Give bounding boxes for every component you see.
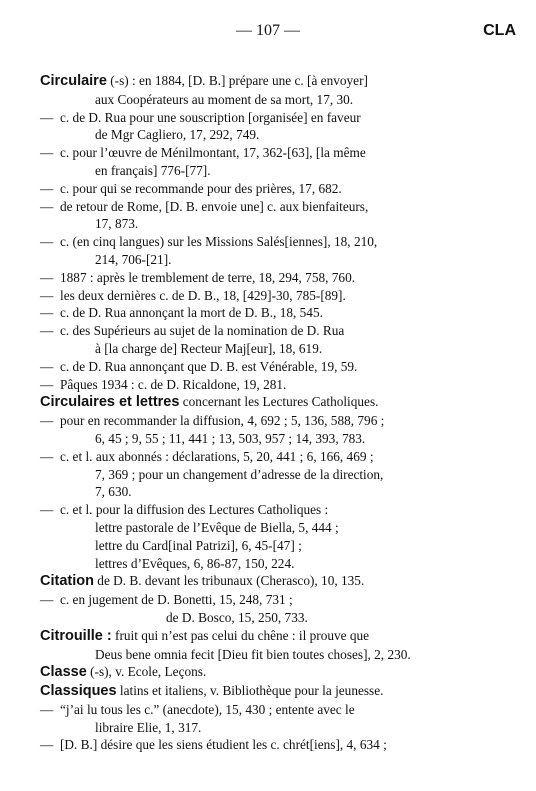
page-header [0,22,536,48]
index-line: de Mgr Cagliero, 17, 292, 749. [95,127,260,143]
entry-text: (-s) : en 1884, [D. B.] prépare une c. [à envoyer] [106,73,368,88]
entry-text: c. (en cinq langues) sur les Missions Salés[iennes], 18, 210, [60,234,378,250]
index-line [40,109,514,127]
dash-marker: — [40,198,54,214]
dash-marker: — [40,358,54,374]
headword: Citrouille : [40,627,112,644]
dash-marker: — [40,376,54,392]
dash-marker: — [40,701,54,717]
index-line [40,144,514,162]
headword: Circulaires et lettres [40,394,180,411]
index-line [40,198,514,216]
dash-marker: — [40,305,54,321]
dash-marker: — [40,109,54,125]
index-line [40,376,514,394]
index-line [40,412,514,430]
index-line [40,233,514,251]
index-entries [40,72,514,754]
index-line [40,591,514,609]
index-line: 7, 369 ; pour un changement d’adresse de la direction, [95,466,384,482]
index-line [40,322,514,340]
index-line: lettre pastorale de l’Evêque de Biella, 5, 444 ; [95,519,339,535]
entry-text: “j’ai lu tous les c.” (anecdote), 15, 430 ; entente avec le [60,701,355,717]
entry-text: c. pour l’œuvre de Ménilmontant, 17, 362-[63], [la même [60,145,366,161]
running-head: CLA [483,22,516,39]
entry-text: de D. B. devant les tribunaux (Cherasco), 10, 135. [93,573,365,589]
index-line [40,736,514,754]
entry-text: c. de D. Rua annonçant la mort de D. B., 18, 545. [60,305,323,321]
dash-marker: — [40,502,54,518]
index-line [40,572,514,591]
index-line [40,358,514,376]
headword: Circulaire [40,73,107,89]
index-line [40,627,514,646]
index-line: 6, 45 ; 9, 55 ; 11, 441 ; 13, 503, 957 ; 14, 393, 783. [95,430,366,446]
dash-marker: — [40,448,54,464]
index-line [40,180,514,198]
dash-marker: — [40,592,54,608]
index-line: lettres d’Evêques, 6, 86-87, 150, 224. [95,555,295,571]
headword: Classiques [40,683,117,700]
dash-marker: — [40,180,54,196]
index-line: lettre du Card[inal Patrizi], 6, 45-[47] ; [95,537,302,553]
index-line [40,448,514,466]
index-line: 17, 873. [95,216,139,232]
index-line: en français] 776-[77]. [95,162,211,178]
index-line [40,304,514,322]
entry-text: (-s), v. Ecole, Leçons. [86,664,207,680]
entry-text: 1887 : après le tremblement de terre, 18, 294, 758, 760. [60,269,356,285]
entry-text: c. de D. Rua annonçant que D. B. est Vénérable, 19, 59. [60,358,358,374]
index-line: aux Coopérateurs au moment de sa mort, 17, 30. [95,91,354,107]
dash-marker: — [40,737,54,753]
entry-text: c. pour qui se recommande pour des prières, 17, 682. [60,180,342,196]
entry-text: c. des Supérieurs au sujet de la nomination de D. Rua [60,323,345,339]
index-line [40,682,514,701]
entry-text: fruit qui n’est pas celui du chêne : il prouve que [111,627,370,643]
entry-text: les deux dernières c. de D. B., 18, [429]-30, 785-[89]. [60,287,346,303]
entry-text: c. en jugement de D. Bonetti, 15, 248, 731 ; [60,592,293,608]
index-line [40,501,514,519]
entry-text: Pâques 1934 : c. de D. Ricaldone, 19, 281. [60,376,287,392]
entry-text: [D. B.] désire que les siens étudient les c. chrét[iens], 4, 634 ; [60,737,387,753]
index-line: de D. Bosco, 15, 250, 733. [166,609,308,625]
dash-marker: — [40,323,54,339]
dash-marker: — [40,287,54,303]
index-line [40,72,514,91]
entry-text: concernant les Lectures Catholiques. [179,394,379,410]
index-line [40,663,514,682]
page-number: — 107 — [236,22,300,39]
entry-text: c. et l. aux abonnés : déclarations, 5, 20, 441 ; 6, 166, 469 ; [60,448,374,464]
index-line: 7, 630. [95,484,132,500]
dash-marker: — [40,269,54,285]
index-line: Deus bene omnia fecit [Dieu fit bien toutes choses], 2, 230. [95,646,411,662]
entry-text: c. de D. Rua pour une souscription [organisée] en faveur [60,109,361,125]
index-line [40,287,514,305]
index-line: à [la charge de] Recteur Maj[eur], 18, 619. [95,340,323,356]
index-line [40,269,514,287]
index-line: libraire Elie, 1, 317. [95,719,202,735]
entry-text: latins et italiens, v. Bibliothèque pour la jeunesse. [116,683,384,699]
index-line: 214, 706-[21]. [95,251,172,267]
dash-marker: — [40,234,54,250]
dash-marker: — [40,413,54,429]
entry-text: de retour de Rome, [D. B. envoie une] c. aux bienfaiteurs, [60,198,369,214]
headword: Classe [40,664,87,681]
dash-marker: — [40,145,54,161]
index-line [40,701,514,719]
headword: Citation [40,573,94,590]
entry-text: pour en recommander la diffusion, 4, 692 ; 5, 136, 588, 796 ; [60,413,385,429]
entry-text: c. et l. pour la diffusion des Lectures Catholiques : [60,502,329,518]
index-line [40,393,514,412]
